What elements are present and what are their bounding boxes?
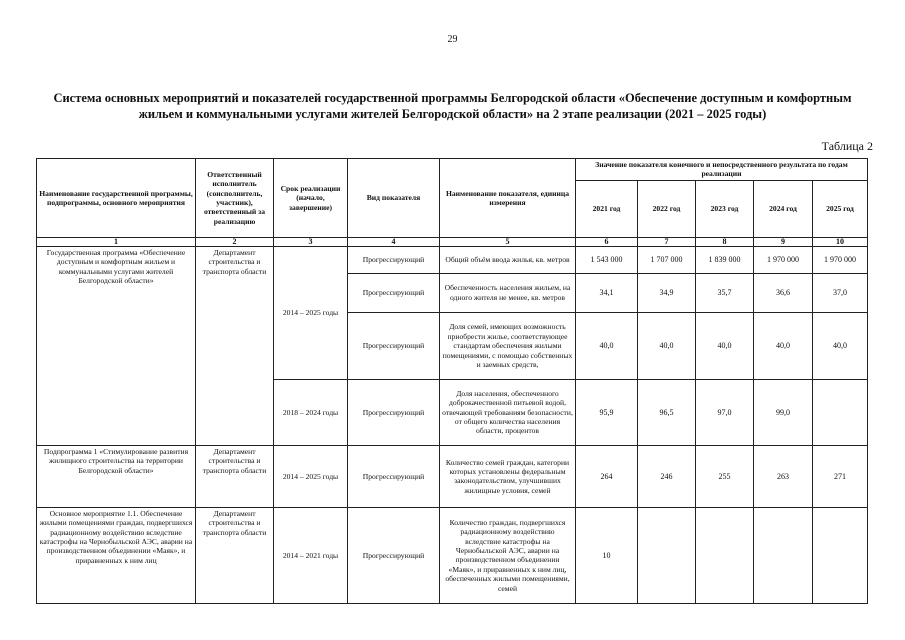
column-number: 5: [440, 237, 576, 246]
title-line-1: Система основных мероприятий и показателей государственной программы Белгородской области «Обеспечение доступным и комфортным: [53, 91, 852, 105]
header-values-group: Значение показателя конечного и непосредственного результата по годам реализации: [576, 159, 868, 181]
indicator-type: Прогрессирующий: [348, 507, 440, 603]
value-2023: 35,7: [696, 273, 754, 312]
table-label: Таблица 2: [821, 139, 873, 153]
value-2023: 255: [696, 445, 754, 507]
indicator-name: Общий объём ввода жилья, кв. метров: [440, 246, 576, 273]
program-name: Основное мероприятие 1.1. Обеспечение жилыми помещениями граждан, подвергшихся радиационному воздействию вследствие катастрофы на Чернобыльской АЭС, аварии на производственном объединении «Маяк», и приравненных к ним лиц: [37, 507, 196, 603]
header-row-1: [37, 159, 868, 181]
value-2024: 263: [754, 445, 813, 507]
document-title: [30, 90, 875, 122]
table-row: [37, 246, 868, 273]
program-name: Государственная программа «Обеспечение доступным и комфортным жильем и коммунальными услугами жителей Белгородской области»: [37, 246, 196, 445]
table-row: [37, 445, 868, 507]
value-2025: [813, 379, 868, 445]
table-row: [37, 507, 868, 603]
value-2022: [638, 507, 696, 603]
value-2025: 40,0: [813, 312, 868, 379]
column-number: 8: [696, 237, 754, 246]
value-2022: 96,5: [638, 379, 696, 445]
value-2021: 40,0: [576, 312, 638, 379]
column-number: 4: [348, 237, 440, 246]
value-2023: 40,0: [696, 312, 754, 379]
column-number: 2: [196, 237, 274, 246]
period-cell: 2014 – 2021 годы: [274, 507, 348, 603]
value-2025: 1 970 000: [813, 246, 868, 273]
header-year: 2024 год: [754, 180, 813, 237]
value-2025: 37,0: [813, 273, 868, 312]
value-2021: 10: [576, 507, 638, 603]
column-number: 6: [576, 237, 638, 246]
value-2023: 1 839 000: [696, 246, 754, 273]
value-2023: [696, 507, 754, 603]
indicator-type: Прогрессирующий: [348, 246, 440, 273]
value-2024: 36,6: [754, 273, 813, 312]
value-2024: 99,0: [754, 379, 813, 445]
column-number-row: [37, 237, 868, 246]
value-2021: 95,9: [576, 379, 638, 445]
header-year: 2025 год: [813, 180, 868, 237]
header-year: 2021 год: [576, 180, 638, 237]
value-2024: 40,0: [754, 312, 813, 379]
period-cell: 2018 – 2024 годы: [274, 379, 348, 445]
header-program: Наименование государственной программы, подпрограммы, основного мероприятия: [37, 159, 196, 238]
column-number: 7: [638, 237, 696, 246]
program-executor: Департамент строительства и транспорта области: [196, 246, 274, 445]
value-2025: 271: [813, 445, 868, 507]
value-2024: [754, 507, 813, 603]
page-number: 29: [447, 34, 458, 45]
period-cell: 2014 – 2025 годы: [274, 445, 348, 507]
value-2023: 97,0: [696, 379, 754, 445]
header-type: Вид показателя: [348, 159, 440, 238]
indicator-name: Доля семей, имеющих возможность приобрести жилье, соответствующее стандартам обеспечения жилыми помещениями, с помощью собственных и заемных средств,: [440, 312, 576, 379]
header-indicator: Наименование показателя, единица измерения: [440, 159, 576, 238]
program-name: Подпрограмма 1 «Стимулирование развития жилищного строительства на территории Белгородской области»: [37, 445, 196, 507]
indicator-name: Количество граждан, подвергшихся радиационному воздействию вследствие катастрофы на Чернобыльской АЭС, аварии на производственном объединении «Маяк», и приравненных к ним лиц, обеспеченных жилыми помещениями, семей: [440, 507, 576, 603]
value-2022: 34,9: [638, 273, 696, 312]
indicator-name: Количество семей граждан, категории которых установлены федеральным законодательством, улучшивших жилищные условия, семей: [440, 445, 576, 507]
indicator-name: Доля населения, обеспеченного доброкачественной питьевой водой, отвечающей требованиям безопасности, от общего количества населения области, процентов: [440, 379, 576, 445]
value-2022: 246: [638, 445, 696, 507]
header-period: Срок реализации (начало, завершение): [274, 159, 348, 238]
value-2022: 40,0: [638, 312, 696, 379]
value-2025: [813, 507, 868, 603]
indicator-name: Обеспеченность населения жильем, на одного жителя не менее, кв. метров: [440, 273, 576, 312]
column-number: 3: [274, 237, 348, 246]
title-line-2: жильем и коммунальными услугами жителей Белгородской области» на 2 этапе реализации (2021 – 2025 годы): [138, 107, 767, 121]
indicator-type: Прогрессирующий: [348, 445, 440, 507]
column-number: 10: [813, 237, 868, 246]
indicator-type: Прогрессирующий: [348, 273, 440, 312]
value-2024: 1 970 000: [754, 246, 813, 273]
value-2021: 34,1: [576, 273, 638, 312]
column-number: 9: [754, 237, 813, 246]
indicator-type: Прогрессирующий: [348, 312, 440, 379]
indicator-type: Прогрессирующий: [348, 379, 440, 445]
column-number: 1: [37, 237, 196, 246]
value-2021: 1 543 000: [576, 246, 638, 273]
period-cell: 2014 – 2025 годы: [274, 246, 348, 379]
indicators-table: [36, 158, 868, 604]
value-2022: 1 707 000: [638, 246, 696, 273]
program-executor: Департамент строительства и транспорта области: [196, 507, 274, 603]
header-executor: Ответственный исполнитель (соисполнитель, участник), ответственный за реализацию: [196, 159, 274, 238]
program-executor: Департамент строительства и транспорта области: [196, 445, 274, 507]
header-year: 2022 год: [638, 180, 696, 237]
value-2021: 264: [576, 445, 638, 507]
header-year: 2023 год: [696, 180, 754, 237]
